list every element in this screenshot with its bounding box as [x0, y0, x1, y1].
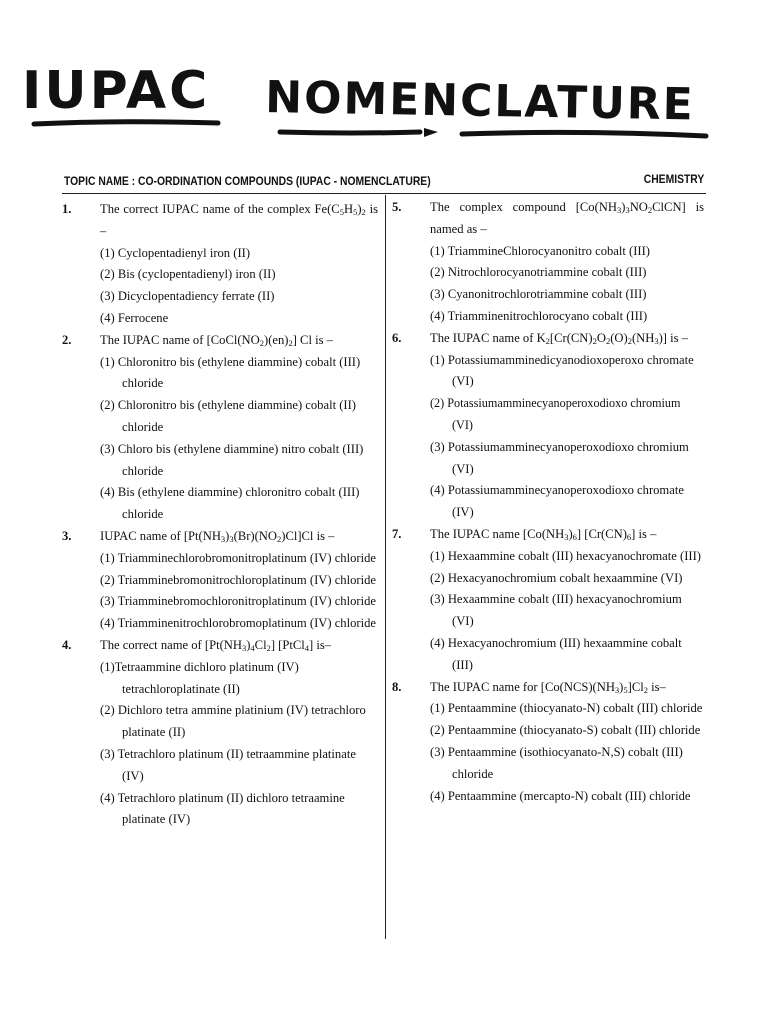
title-drawing	[22, 60, 742, 150]
option: (3) Chloro bis (ethylene diammine) nitro cobalt (III) chloride	[100, 441, 364, 478]
question-text: The complex compound $[Co(NH_3)_3NO_2ClCN]$ is named as –	[430, 200, 704, 236]
title-word-iupac: IUPAC	[22, 61, 211, 121]
option: (3) Hexaammine cobalt (III) hexacyanochromium (VI)	[430, 592, 682, 629]
question-text: The IUPAC name of $K_2[Cr(CN)_2O_2(O)_2(NH_3)]$ is –	[430, 330, 688, 346]
page-header	[64, 174, 704, 192]
question-number: 2.	[62, 332, 72, 347]
option: (1) Chloronitro bis (ethylene diammine) cobalt (III) chloride	[100, 354, 361, 391]
option: (2) Chloronitro bis (ethylene diammine) cobalt (II) chloride	[100, 398, 356, 434]
option: (1) Triamminechlorobromonitroplatinum (IV) chloride	[100, 550, 376, 565]
question-number: 6.	[392, 330, 402, 345]
option: (1) Cyclopentadienyl iron (II)	[100, 245, 251, 260]
option: (1) Hexaammine cobalt (III) hexacyanochromate (III)	[430, 548, 701, 563]
option: (4) Potassiumamminecyanoperoxodioxo chromate (IV)	[430, 483, 684, 520]
option: (4) Pentaammine (mercapto-N) cobalt (III) chloride	[430, 788, 691, 803]
question-text: The IUPAC name for $[Co(NCS)(NH_3)_5]Cl_2$ is–	[430, 679, 666, 695]
option: (1)Tetraammine dichloro platinum (IV) tetrachloroplatinate (II)	[100, 659, 299, 696]
option: (3) Potassiumamminecyanoperoxodioxo chromium (VI)	[430, 439, 689, 476]
header-divider	[62, 193, 706, 194]
option: (2) Potassiumamminecyanoperoxodioxo chromium (VI)	[430, 396, 681, 432]
question-text: The IUPAC name $[Co(NH_3)_6]$ $[Cr(CN)_6]$ is –	[430, 526, 657, 542]
question-text: The correct IUPAC name of the complex $Fe(C_5H_5)_2$ is –	[100, 202, 378, 238]
option: (4) Triamminenitrochlorobromoplatinum (IV) chloride	[100, 616, 376, 631]
option: (4) Triamminenitrochlorocyano cobalt (III)	[430, 308, 648, 323]
question-8	[392, 677, 704, 808]
question-number: 5.	[392, 200, 402, 214]
question-5	[392, 197, 704, 328]
underline-2	[280, 132, 420, 133]
right-column	[392, 197, 704, 807]
question-6	[392, 328, 704, 524]
question-text: The correct name of $[Pt(NH_3)_4Cl_2]$ [PtCl$_4$] is–	[100, 637, 332, 653]
underline-1	[34, 122, 218, 124]
left-column	[62, 199, 378, 831]
option: (1) TriammineChlorocyanonitro cobalt (III)	[430, 243, 650, 258]
option: (2) Pentaammine (thiocyanato-S) cobalt (III) chloride	[430, 723, 701, 738]
option: (4) Tetrachloro platinum (II) dichloro tetraamine platinate (IV)	[100, 790, 345, 827]
question-number: 3.	[62, 528, 72, 543]
question-number: 7.	[392, 526, 402, 541]
question-text: The IUPAC name of $[CoCl(NO_2)(en)_2]$ Cl is –	[100, 332, 333, 348]
question-number: 8.	[392, 679, 402, 694]
question-text: IUPAC name of $[Pt(NH_3)_3(Br)(NO_2)Cl]Cl$ is –	[100, 528, 335, 544]
option: (4) Bis (ethylene diammine) chloronitro cobalt (III) chloride	[100, 485, 360, 522]
option: (2) Hexacyanochromium cobalt hexaammine (VI)	[430, 570, 683, 585]
question-1	[62, 199, 378, 330]
option: (1) Potassiumamminedicyanodioxoperoxo chromate (VI)	[430, 352, 694, 389]
question-number: 1.	[62, 202, 72, 216]
option: (4) Ferrocene	[100, 310, 169, 325]
column-divider	[385, 195, 386, 939]
option: (3) Cyanonitrochlorotriammine cobalt (III)	[430, 287, 647, 302]
option: (2) Nitrochlorocyanotriammine cobalt (III)	[430, 265, 647, 280]
subject-label: CHEMISTRY	[643, 174, 704, 186]
question-3	[62, 526, 378, 635]
option: (3) Pentaammine (isothiocyanato-N,S) cobalt (III) chloride	[430, 744, 683, 781]
option: (3) Dicyclopentadiency ferrate (II)	[100, 289, 275, 304]
option: (3) Tetrachloro platinum (II) tetraammine platinate (IV)	[100, 746, 356, 783]
underline-3	[462, 132, 706, 136]
question-7	[392, 524, 704, 677]
option: (2) Triamminebromonitrochloroplatinum (IV) chloride	[100, 572, 376, 587]
topic-name: TOPIC NAME : CO-ORDINATION COMPOUNDS (IUPAC - NOMENCLATURE)	[64, 176, 431, 188]
option: (1) Pentaammine (thiocyanato-N) cobalt (III) chloride	[430, 701, 703, 716]
underline-arrow-icon	[424, 128, 438, 137]
question-4	[62, 635, 378, 831]
option: (2) Bis (cyclopentadienyl) iron (II)	[100, 267, 276, 282]
option: (2) Dichloro tetra ammine platinium (IV) tetrachloro platinate (II)	[100, 703, 366, 740]
question-2	[62, 330, 378, 526]
option: (4) Hexacyanochromium (III) hexaammine cobalt (III)	[430, 635, 682, 672]
handwritten-title	[22, 60, 742, 150]
title-word-nomenclature: NOMENCLATURE	[264, 72, 696, 131]
question-number: 4.	[62, 637, 72, 652]
option: (3) Triamminebromochloronitroplatinum (IV) chloride	[100, 594, 376, 609]
